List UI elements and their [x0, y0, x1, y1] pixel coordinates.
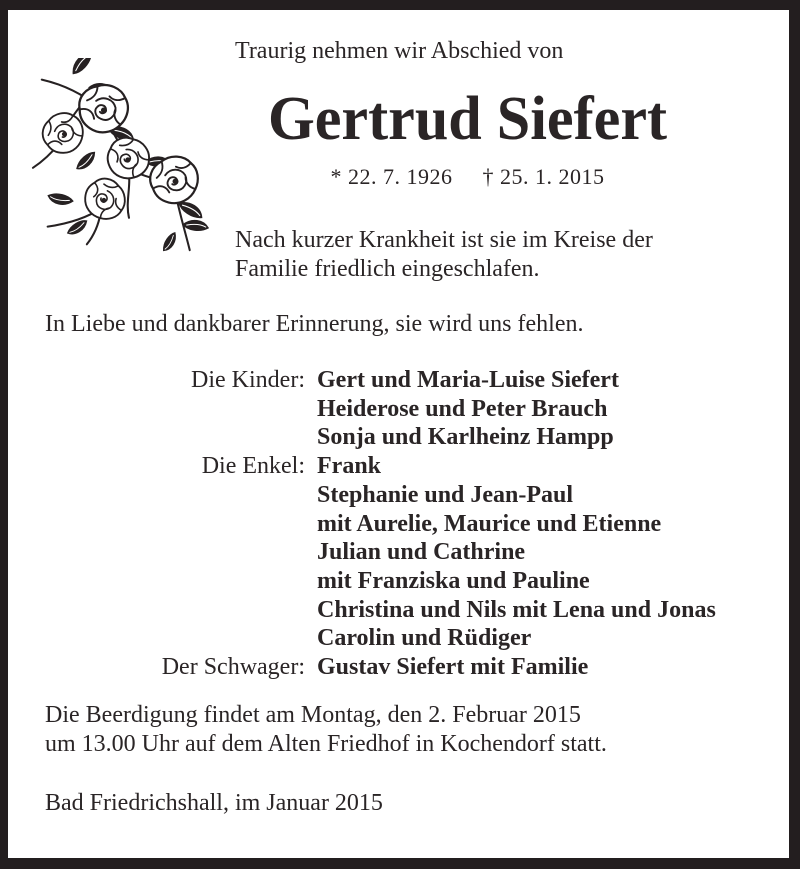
family-member-names: Gert und Maria-Luise Siefert: [317, 367, 619, 393]
family-role-label: [0, 510, 305, 539]
death-date: † 25. 1. 2015: [482, 164, 605, 189]
family-row: [0, 567, 800, 596]
family-row: [0, 452, 800, 481]
birth-date: * 22. 7. 1926: [330, 164, 453, 189]
family-role-label: [0, 624, 305, 653]
intro-line: Traurig nehmen wir Abschied von: [235, 38, 564, 64]
family-member-names: Frank: [317, 453, 382, 480]
family-member-names: Gustav Siefert mit Familie: [317, 654, 589, 681]
family-row: [0, 596, 800, 625]
place-and-date-line: Bad Friedrichshall, im Januar 2015: [45, 790, 383, 816]
family-member-names: Julian und Cathrine: [317, 539, 526, 566]
family-row: [0, 624, 800, 653]
leaf-icon: [159, 231, 181, 253]
family-member-names: Carolin und Rüdiger: [317, 625, 532, 652]
family-role-label: [0, 423, 305, 452]
leaf-icon: [182, 216, 209, 235]
life-dates: [235, 164, 700, 190]
family-list: [0, 366, 800, 682]
family-row: [0, 653, 800, 682]
family-row: [0, 423, 800, 452]
family-member-names: Heiderose und Peter Brauch: [317, 395, 608, 422]
leaf-icon: [46, 189, 73, 210]
family-row: [0, 510, 800, 539]
family-member-names: mit Franziska und Pauline: [317, 567, 590, 594]
remembrance-line: In Liebe und dankbarer Erinnerung, sie wird uns fehlen.: [45, 311, 584, 337]
funeral-info-line-2: um 13.00 Uhr auf dem Alten Friedhof in Kochendorf statt.: [45, 730, 607, 757]
family-role-label: Die Kinder:: [191, 367, 305, 393]
family-role-label: [0, 481, 305, 510]
family-member-names: Stephanie und Jean-Paul: [317, 481, 574, 508]
family-row: [0, 481, 800, 510]
deceased-name: Gertrud Siefert: [267, 85, 668, 153]
family-role-label: [0, 395, 305, 424]
circumstance-line-1: Nach kurzer Krankheit ist sie im Kreise der: [235, 227, 653, 253]
rose-icon: [79, 173, 130, 224]
family-member-names: mit Aurelie, Maurice und Etienne: [317, 510, 662, 537]
leaf-icon: [68, 58, 96, 75]
family-member-names: Christina und Nils mit Lena und Jonas: [317, 596, 716, 623]
family-row: [0, 538, 800, 567]
family-role-label: [0, 567, 305, 596]
family-member-names: Sonja und Karlheinz Hampp: [317, 424, 614, 451]
family-row: [0, 395, 800, 424]
leaf-icon: [73, 151, 99, 172]
circumstance-line-2: Familie friedlich eingeschlafen.: [235, 256, 540, 282]
funeral-info-line-1: Die Beerdigung findet am Montag, den 2. Februar 2015: [45, 702, 581, 728]
family-role-label: Der Schwager:: [161, 654, 305, 681]
funeral-info-paragraph: [45, 701, 607, 758]
family-row: [0, 366, 800, 395]
circumstance-paragraph: [235, 226, 653, 284]
family-role-label: [0, 538, 305, 567]
family-role-label: Die Enkel:: [201, 453, 305, 480]
family-role-label: [0, 596, 305, 625]
rose-vine-illustration: [30, 58, 226, 260]
